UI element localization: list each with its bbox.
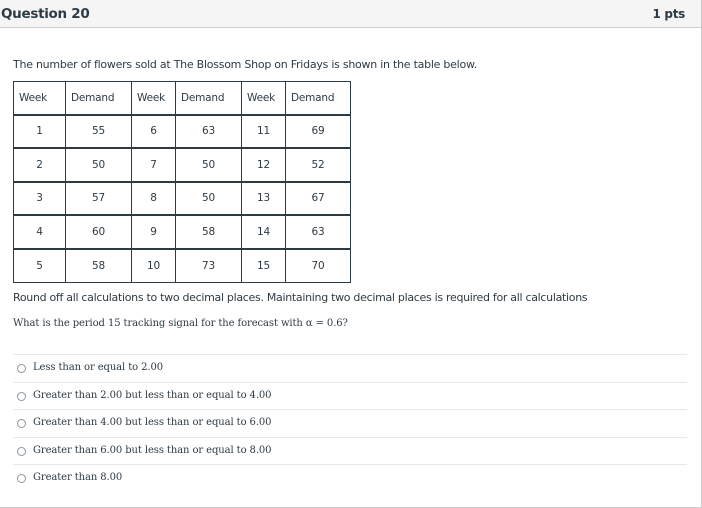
table-cell: 2 xyxy=(14,148,66,182)
table-header-cell: Week xyxy=(14,82,66,115)
table-header-cell: Week xyxy=(132,82,176,115)
table-cell: 60 xyxy=(66,215,132,249)
table-cell: 12 xyxy=(242,148,286,182)
table-cell: 6 xyxy=(132,115,176,149)
table-header-cell: Demand xyxy=(286,82,351,115)
table-cell: 5 xyxy=(14,249,66,283)
table-cell: 50 xyxy=(176,148,242,182)
table-row xyxy=(14,115,351,149)
radio-button[interactable] xyxy=(17,392,26,401)
answer-label[interactable]: Greater than 8.00 xyxy=(33,472,123,483)
table-cell: 52 xyxy=(286,148,351,182)
question-title: Question 20 xyxy=(1,6,90,22)
answer-option[interactable] xyxy=(13,382,687,410)
table-header-cell: Demand xyxy=(176,82,242,115)
answer-label[interactable]: Greater than 2.00 but less than or equal to 4.00 xyxy=(33,389,272,401)
table-cell: 69 xyxy=(286,115,351,149)
table-cell: 8 xyxy=(132,182,176,216)
radio-button[interactable] xyxy=(17,364,26,373)
question-prompt: What is the period 15 tracking signal for the forecast with α = 0.6? xyxy=(13,318,348,329)
demand-table xyxy=(13,81,351,283)
radio-button[interactable] xyxy=(17,474,26,483)
table-cell: 70 xyxy=(286,249,351,283)
table-cell: 7 xyxy=(132,148,176,182)
table-header-cell: Week xyxy=(242,82,286,115)
table-cell: 50 xyxy=(176,182,242,216)
answer-option[interactable] xyxy=(13,464,687,492)
table-cell: 57 xyxy=(66,182,132,216)
table-header-row xyxy=(14,82,351,115)
table-cell: 1 xyxy=(14,115,66,149)
table-cell: 50 xyxy=(66,148,132,182)
question-intro: The number of flowers sold at The Blossom Shop on Fridays is shown in the table below. xyxy=(13,58,477,71)
answer-option[interactable] xyxy=(13,437,687,465)
table-cell: 63 xyxy=(176,115,242,149)
table-row xyxy=(14,249,351,283)
question-header xyxy=(0,0,701,28)
answer-option[interactable] xyxy=(13,409,687,437)
table-cell: 58 xyxy=(66,249,132,283)
table-cell: 67 xyxy=(286,182,351,216)
answer-label[interactable]: Less than or equal to 2.00 xyxy=(33,362,164,373)
table-header-cell: Demand xyxy=(66,82,132,115)
rounding-instruction: Round off all calculations to two decimal places. Maintaining two decimal places is required for all calculations xyxy=(13,291,588,304)
table-row xyxy=(14,215,351,249)
table-cell: 73 xyxy=(176,249,242,283)
table-row xyxy=(14,148,351,182)
radio-button[interactable] xyxy=(17,447,26,456)
table-cell: 63 xyxy=(286,215,351,249)
table-cell: 3 xyxy=(14,182,66,216)
table-cell: 55 xyxy=(66,115,132,149)
table-cell: 13 xyxy=(242,182,286,216)
table-cell: 9 xyxy=(132,215,176,249)
answer-label[interactable]: Greater than 6.00 but less than or equal to 8.00 xyxy=(33,444,272,456)
table-cell: 10 xyxy=(132,249,176,283)
table-cell: 4 xyxy=(14,215,66,249)
table-cell: 15 xyxy=(242,249,286,283)
radio-button[interactable] xyxy=(17,419,26,428)
table-cell: 11 xyxy=(242,115,286,149)
question-points: 1 pts xyxy=(652,7,685,21)
answer-option[interactable] xyxy=(13,354,687,382)
table-row xyxy=(14,182,351,216)
answer-label[interactable]: Greater than 4.00 but less than or equal to 6.00 xyxy=(33,417,272,428)
table-cell: 58 xyxy=(176,215,242,249)
answer-list xyxy=(13,354,687,492)
table-cell: 14 xyxy=(242,215,286,249)
